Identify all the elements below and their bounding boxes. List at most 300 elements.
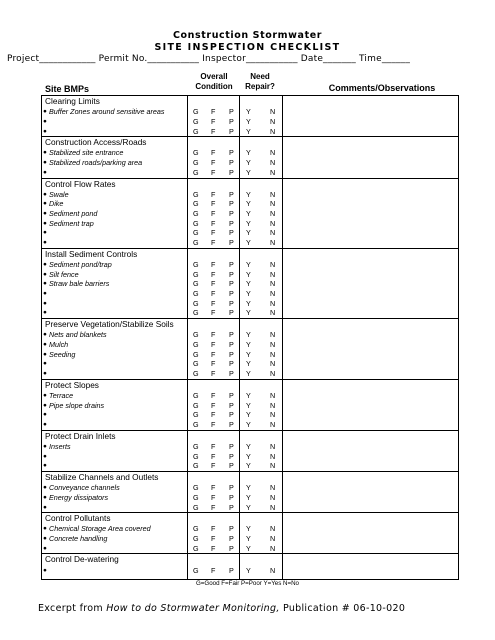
rating-option-f[interactable]: F [211,279,216,289]
rating-option-g[interactable]: G [193,148,199,158]
rating-option-y[interactable]: Y [246,330,251,340]
bmp-item-row [42,308,458,318]
rating-option-f[interactable]: F [211,189,216,199]
rating-option-f[interactable]: F [211,492,216,502]
bmp-item-label: Chemical Storage Area covered [49,524,151,534]
rating-option-p[interactable]: P [229,158,234,168]
rating-option-f[interactable]: F [211,238,216,248]
bmp-item-row [42,566,458,576]
rating-option-n[interactable]: N [270,502,276,512]
bmp-item-row [42,544,458,554]
rating-option-y[interactable]: Y [246,359,251,369]
bmp-item-label: Sediment trap [49,218,94,228]
rating-option-n[interactable]: N [270,107,276,117]
bullet-icon: ● [43,544,47,552]
rating-option-g[interactable]: G [193,330,199,340]
bullet-icon: ● [43,280,47,288]
rating-option-n[interactable]: N [270,400,276,410]
rating-option-y[interactable]: Y [246,308,251,318]
rating-option-n[interactable]: N [270,228,276,238]
rating-option-p[interactable]: P [229,228,234,238]
rating-option-g[interactable]: G [193,189,199,199]
checklist-sections [42,96,458,575]
rating-option-f[interactable]: F [211,158,216,168]
bullet-icon: ● [43,200,47,208]
bullet-icon: ● [43,127,47,135]
rating-option-y[interactable]: Y [246,543,251,553]
rating-option-g[interactable]: G [193,126,199,136]
rating-option-f[interactable]: F [211,543,216,553]
bmp-item-row [42,330,458,340]
rating-option-y[interactable]: Y [246,260,251,269]
bmp-item-row [42,209,458,219]
site-bmps-header: Site BMPs [45,84,90,94]
rating-option-p[interactable]: P [229,502,234,512]
document-subtitle: SITE INSPECTION CHECKLIST [154,42,341,53]
rating-option-n[interactable]: N [270,298,276,308]
bmp-item-row [42,442,458,452]
rating-option-f[interactable]: F [211,502,216,512]
bullet-icon: ● [43,360,47,368]
rating-option-g[interactable]: G [193,565,199,575]
rating-option-f[interactable]: F [211,400,216,410]
rating-option-g[interactable]: G [193,400,199,410]
bullet-icon: ● [43,159,47,167]
bmp-item-row [42,340,458,350]
rating-option-n[interactable]: N [270,359,276,369]
rating-option-n[interactable]: N [270,441,276,451]
rating-option-y[interactable]: Y [246,534,251,544]
rating-option-n[interactable]: N [270,534,276,544]
bmp-section [42,553,458,575]
rating-option-y[interactable]: Y [246,451,251,461]
bmp-item-label: Stabilized site entrance [49,148,124,158]
rating-option-n[interactable]: N [270,451,276,461]
rating-option-p[interactable]: P [229,451,234,461]
rating-option-g[interactable]: G [193,359,199,369]
rating-option-f[interactable]: F [211,260,216,269]
rating-option-p[interactable]: P [229,209,234,219]
rating-option-y[interactable]: Y [246,483,251,493]
rating-option-n[interactable]: N [270,349,276,359]
bmp-item-label: Seeding [49,349,76,359]
bmp-item-label: Concrete handling [49,534,108,544]
bullet-icon: ● [43,484,47,492]
bmp-item-row [42,168,458,178]
rating-option-f[interactable]: F [211,349,216,359]
footer-publication: Publication # 06-10-020 [279,603,406,614]
rating-option-f[interactable]: F [211,228,216,238]
rating-option-f[interactable]: F [211,269,216,279]
rating-option-y[interactable]: Y [246,340,251,349]
bmp-item-row [42,158,458,168]
bullet-icon: ● [43,190,47,198]
rating-option-n[interactable]: N [270,116,276,126]
rating-option-g[interactable]: G [193,534,199,544]
bmp-item-label: Dike [49,199,64,209]
rating-option-f[interactable]: F [211,308,216,318]
bmp-item-row [42,350,458,360]
rating-option-y[interactable]: Y [246,400,251,410]
rating-option-f[interactable]: F [211,126,216,136]
rating-option-y[interactable]: Y [246,158,251,168]
rating-option-f[interactable]: F [211,298,216,308]
rating-option-f[interactable]: F [211,148,216,158]
rating-option-f[interactable]: F [211,390,216,400]
rating-option-p[interactable]: P [229,107,234,117]
rating-option-n[interactable]: N [270,308,276,318]
rating-option-f[interactable]: F [211,420,216,429]
bmp-section [42,96,458,136]
rating-option-g[interactable]: G [193,461,199,471]
rating-option-f[interactable]: F [211,218,216,228]
rating-option-n[interactable]: N [270,199,276,209]
bmp-item-label: Terrace [49,390,74,400]
bmp-section-title: Install Sediment Controls [45,248,138,259]
bmp-item-label: Inserts [49,441,71,451]
bmp-item-row [42,493,458,503]
rating-option-p[interactable]: P [229,420,234,429]
bullet-icon: ● [43,290,47,298]
rating-option-g[interactable]: G [193,260,199,269]
rating-option-g[interactable]: G [193,279,199,289]
rating-option-p[interactable]: P [229,308,234,318]
rating-option-y[interactable]: Y [246,209,251,219]
bullet-icon: ● [43,229,47,237]
rating-option-n[interactable]: N [270,330,276,340]
rating-option-p[interactable]: P [229,410,234,420]
rating-option-p[interactable]: P [229,534,234,544]
rating-option-f[interactable]: F [211,369,216,379]
bullet-icon: ● [43,309,47,317]
rating-option-y[interactable]: Y [246,461,251,471]
overall-condition-header: Overall Condition [195,72,233,91]
bmp-item-label: Swale [49,189,69,199]
rating-option-p[interactable]: P [229,279,234,289]
rating-option-g[interactable]: G [193,410,199,420]
rating-option-y[interactable]: Y [246,189,251,199]
rating-option-g[interactable]: G [193,199,199,209]
rating-option-p[interactable]: P [229,400,234,410]
bullet-icon: ● [43,421,47,428]
rating-option-p[interactable]: P [229,289,234,299]
rating-option-p[interactable]: P [229,269,234,279]
bmp-section-title: Construction Access/Roads [45,137,147,148]
bmp-item-row [42,503,458,513]
rating-option-p[interactable]: P [229,524,234,534]
bmp-item-row [42,148,458,158]
rating-option-n[interactable]: N [270,543,276,553]
rating-option-g[interactable]: G [193,369,199,379]
bmp-item-row [42,219,458,229]
footer-prefix: Excerpt from [38,603,107,614]
rating-option-g[interactable]: G [193,524,199,534]
rating-option-g[interactable]: G [193,451,199,461]
rating-option-y[interactable]: Y [246,420,251,429]
rating-option-p[interactable]: P [229,260,234,269]
rating-option-f[interactable]: F [211,209,216,219]
bmp-section [42,136,458,177]
bullet-icon: ● [43,331,47,339]
rating-option-g[interactable]: G [193,209,199,219]
rating-option-n[interactable]: N [270,410,276,420]
rating-option-p[interactable]: P [229,565,234,575]
rating-option-f[interactable]: F [211,199,216,209]
rating-option-f[interactable]: F [211,565,216,575]
bmp-item-row [42,359,458,369]
rating-option-y[interactable]: Y [246,349,251,359]
rating-option-f[interactable]: F [211,359,216,369]
bullet-icon: ● [43,462,47,470]
bmp-item-label: Sediment pond/trap [49,260,112,269]
rating-option-y[interactable]: Y [246,269,251,279]
rating-option-y[interactable]: Y [246,502,251,512]
rating-option-p[interactable]: P [229,148,234,158]
rating-option-p[interactable]: P [229,359,234,369]
rating-option-g[interactable]: G [193,228,199,238]
rating-option-y[interactable]: Y [246,298,251,308]
bmp-item-row [42,483,458,493]
bmp-item-row [42,260,458,270]
rating-option-f[interactable]: F [211,116,216,126]
rating-option-n[interactable]: N [270,167,276,177]
rating-option-p[interactable]: P [229,189,234,199]
rating-option-f[interactable]: F [211,410,216,420]
bmp-item-row [42,534,458,544]
rating-option-y[interactable]: Y [246,126,251,136]
bullet-icon: ● [43,411,47,419]
bmp-section [42,248,458,318]
rating-option-n[interactable]: N [270,269,276,279]
bmp-section-title: Clearing Limits [45,96,100,106]
bmp-section-title: Control De-watering [45,554,119,565]
bmp-item-label: Energy dissipators [49,492,109,502]
rating-option-y[interactable]: Y [246,441,251,451]
rating-option-p[interactable]: P [229,461,234,471]
rating-option-f[interactable]: F [211,483,216,493]
rating-option-g[interactable]: G [193,420,199,429]
rating-option-n[interactable]: N [270,390,276,400]
bullet-icon: ● [43,370,47,378]
bmp-section [42,430,458,471]
bullet-icon: ● [43,108,47,116]
rating-option-p[interactable]: P [229,543,234,553]
bullet-icon: ● [43,401,47,409]
rating-option-f[interactable]: F [211,441,216,451]
rating-option-y[interactable]: Y [246,369,251,379]
rating-option-p[interactable]: P [229,483,234,493]
bmp-item-label: Silt fence [49,269,79,279]
rating-option-f[interactable]: F [211,524,216,534]
rating-option-f[interactable]: F [211,330,216,340]
rating-option-p[interactable]: P [229,199,234,209]
rating-option-p[interactable]: P [229,298,234,308]
rating-option-y[interactable]: Y [246,565,251,575]
rating-option-p[interactable]: P [229,218,234,228]
bmp-item-row [42,279,458,289]
bullet-icon: ● [43,493,47,501]
rating-option-g[interactable]: G [193,543,199,553]
rating-option-g[interactable]: G [193,298,199,308]
rating-option-y[interactable]: Y [246,410,251,420]
footer-book-title: How to do Stormwater Monitoring, [106,603,280,614]
rating-option-y[interactable]: Y [246,238,251,248]
bullet-icon: ● [43,168,47,176]
rating-option-g[interactable]: G [193,158,199,168]
bmp-section-title: Control Flow Rates [45,178,116,189]
rating-option-g[interactable]: G [193,107,199,117]
bullet-icon: ● [43,117,47,125]
rating-option-g[interactable]: G [193,390,199,400]
bmp-item-row [42,461,458,471]
rating-option-n[interactable]: N [270,492,276,502]
rating-option-p[interactable]: P [229,167,234,177]
bmp-item-row [42,127,458,137]
bmp-item-row [42,228,458,238]
rating-option-g[interactable]: G [193,308,199,318]
rating-option-g[interactable]: G [193,269,199,279]
bmp-section-title: Control Pollutants [45,513,111,524]
rating-option-y[interactable]: Y [246,289,251,299]
rating-option-y[interactable]: Y [246,492,251,502]
bmp-item-row [42,369,458,379]
rating-option-g[interactable]: G [193,483,199,493]
rating-option-g[interactable]: G [193,441,199,451]
rating-option-p[interactable]: P [229,340,234,349]
document-title: Construction Stormwater [172,30,323,41]
rating-option-p[interactable]: P [229,390,234,400]
rating-option-f[interactable]: F [211,534,216,544]
rating-option-n[interactable]: N [270,483,276,493]
bullet-icon: ● [43,341,47,348]
rating-option-n[interactable]: N [270,148,276,158]
bmp-item-label: Buffer Zones around sensitive areas [49,107,165,117]
bmp-item-label: Pipe slope drains [49,400,105,410]
rating-option-g[interactable]: G [193,289,199,299]
rating-option-g[interactable]: G [193,116,199,126]
rating-option-n[interactable]: N [270,218,276,228]
rating-option-y[interactable]: Y [246,218,251,228]
bmp-section [42,379,458,430]
bullet-icon: ● [43,270,47,278]
rating-option-g[interactable]: G [193,349,199,359]
rating-option-g[interactable]: G [193,238,199,248]
rating-option-g[interactable]: G [193,167,199,177]
rating-option-f[interactable]: F [211,461,216,471]
rating-option-n[interactable]: N [270,126,276,136]
rating-option-n[interactable]: N [270,461,276,471]
bullet-icon: ● [43,299,47,307]
rating-option-n[interactable]: N [270,279,276,289]
rating-option-y[interactable]: Y [246,116,251,126]
bullet-icon: ● [43,442,47,450]
need-repair-header: Need Repair? [245,72,275,91]
bmp-item-label: Stabilized roads/parking area [49,158,143,168]
bmp-section-title: Stabilize Channels and Outlets [45,471,159,482]
rating-option-y[interactable]: Y [246,279,251,289]
rating-option-p[interactable]: P [229,126,234,136]
rating-option-p[interactable]: P [229,441,234,451]
rating-option-n[interactable]: N [270,209,276,219]
rating-option-g[interactable]: G [193,502,199,512]
rating-option-f[interactable]: F [211,167,216,177]
checklist-table [41,95,459,580]
bmp-item-label: Mulch [49,340,69,349]
rating-option-y[interactable]: Y [246,228,251,238]
rating-option-n[interactable]: N [270,189,276,199]
bmp-item-row [42,289,458,299]
bullet-icon: ● [43,391,47,399]
rating-option-y[interactable]: Y [246,199,251,209]
bmp-item-row [42,391,458,401]
bullet-icon: ● [43,149,47,157]
bullet-icon: ● [43,503,47,511]
rating-option-n[interactable]: N [270,340,276,349]
rating-legend: G=Good F=Fair P=Poor Y=Yes N=No [195,580,299,587]
rating-option-p[interactable]: P [229,116,234,126]
rating-option-y[interactable]: Y [246,390,251,400]
bmp-item-row [42,190,458,200]
rating-option-n[interactable]: N [270,238,276,248]
rating-option-n[interactable]: N [270,260,276,269]
rating-option-n[interactable]: N [270,565,276,575]
rating-option-f[interactable]: F [211,289,216,299]
rating-option-g[interactable]: G [193,492,199,502]
bmp-item-row [42,299,458,309]
bmp-item-row [42,524,458,534]
rating-option-n[interactable]: N [270,158,276,168]
rating-option-n[interactable]: N [270,420,276,429]
rating-option-p[interactable]: P [229,369,234,379]
bmp-item-row [42,420,458,430]
rating-option-p[interactable]: P [229,238,234,248]
rating-option-g[interactable]: G [193,218,199,228]
bullet-icon: ● [43,525,47,533]
rating-option-n[interactable]: N [270,524,276,534]
rating-option-y[interactable]: Y [246,148,251,158]
bmp-section [42,512,458,553]
bullet-icon: ● [43,219,47,227]
rating-option-n[interactable]: N [270,289,276,299]
rating-option-p[interactable]: P [229,349,234,359]
bmp-section [42,318,458,379]
bmp-item-label: Straw bale barriers [49,279,110,289]
rating-option-f[interactable]: F [211,107,216,117]
bmp-item-row [42,117,458,127]
bmp-section-title: Preserve Vegetation/Stabilize Soils [45,319,174,330]
rating-option-g[interactable]: G [193,340,199,349]
bmp-item-row [42,270,458,280]
bmp-item-row [42,452,458,462]
bullet-icon: ● [43,452,47,460]
rating-option-n[interactable]: N [270,369,276,379]
bullet-icon: ● [43,535,47,543]
rating-option-p[interactable]: P [229,330,234,340]
rating-option-p[interactable]: P [229,492,234,502]
bullet-icon: ● [43,239,47,247]
project-info-line: Project____________ Permit No.___________ Inspector___________ Date_______ Time______ [7,54,411,64]
footer-citation [38,603,405,614]
rating-option-f[interactable]: F [211,451,216,461]
bmp-item-label: Sediment pond [49,209,98,219]
bullet-icon: ● [43,350,47,358]
rating-option-f[interactable]: F [211,340,216,349]
rating-option-y[interactable]: Y [246,107,251,117]
bmp-item-row [42,401,458,411]
rating-option-y[interactable]: Y [246,167,251,177]
rating-option-y[interactable]: Y [246,524,251,534]
bmp-item-row [42,410,458,420]
